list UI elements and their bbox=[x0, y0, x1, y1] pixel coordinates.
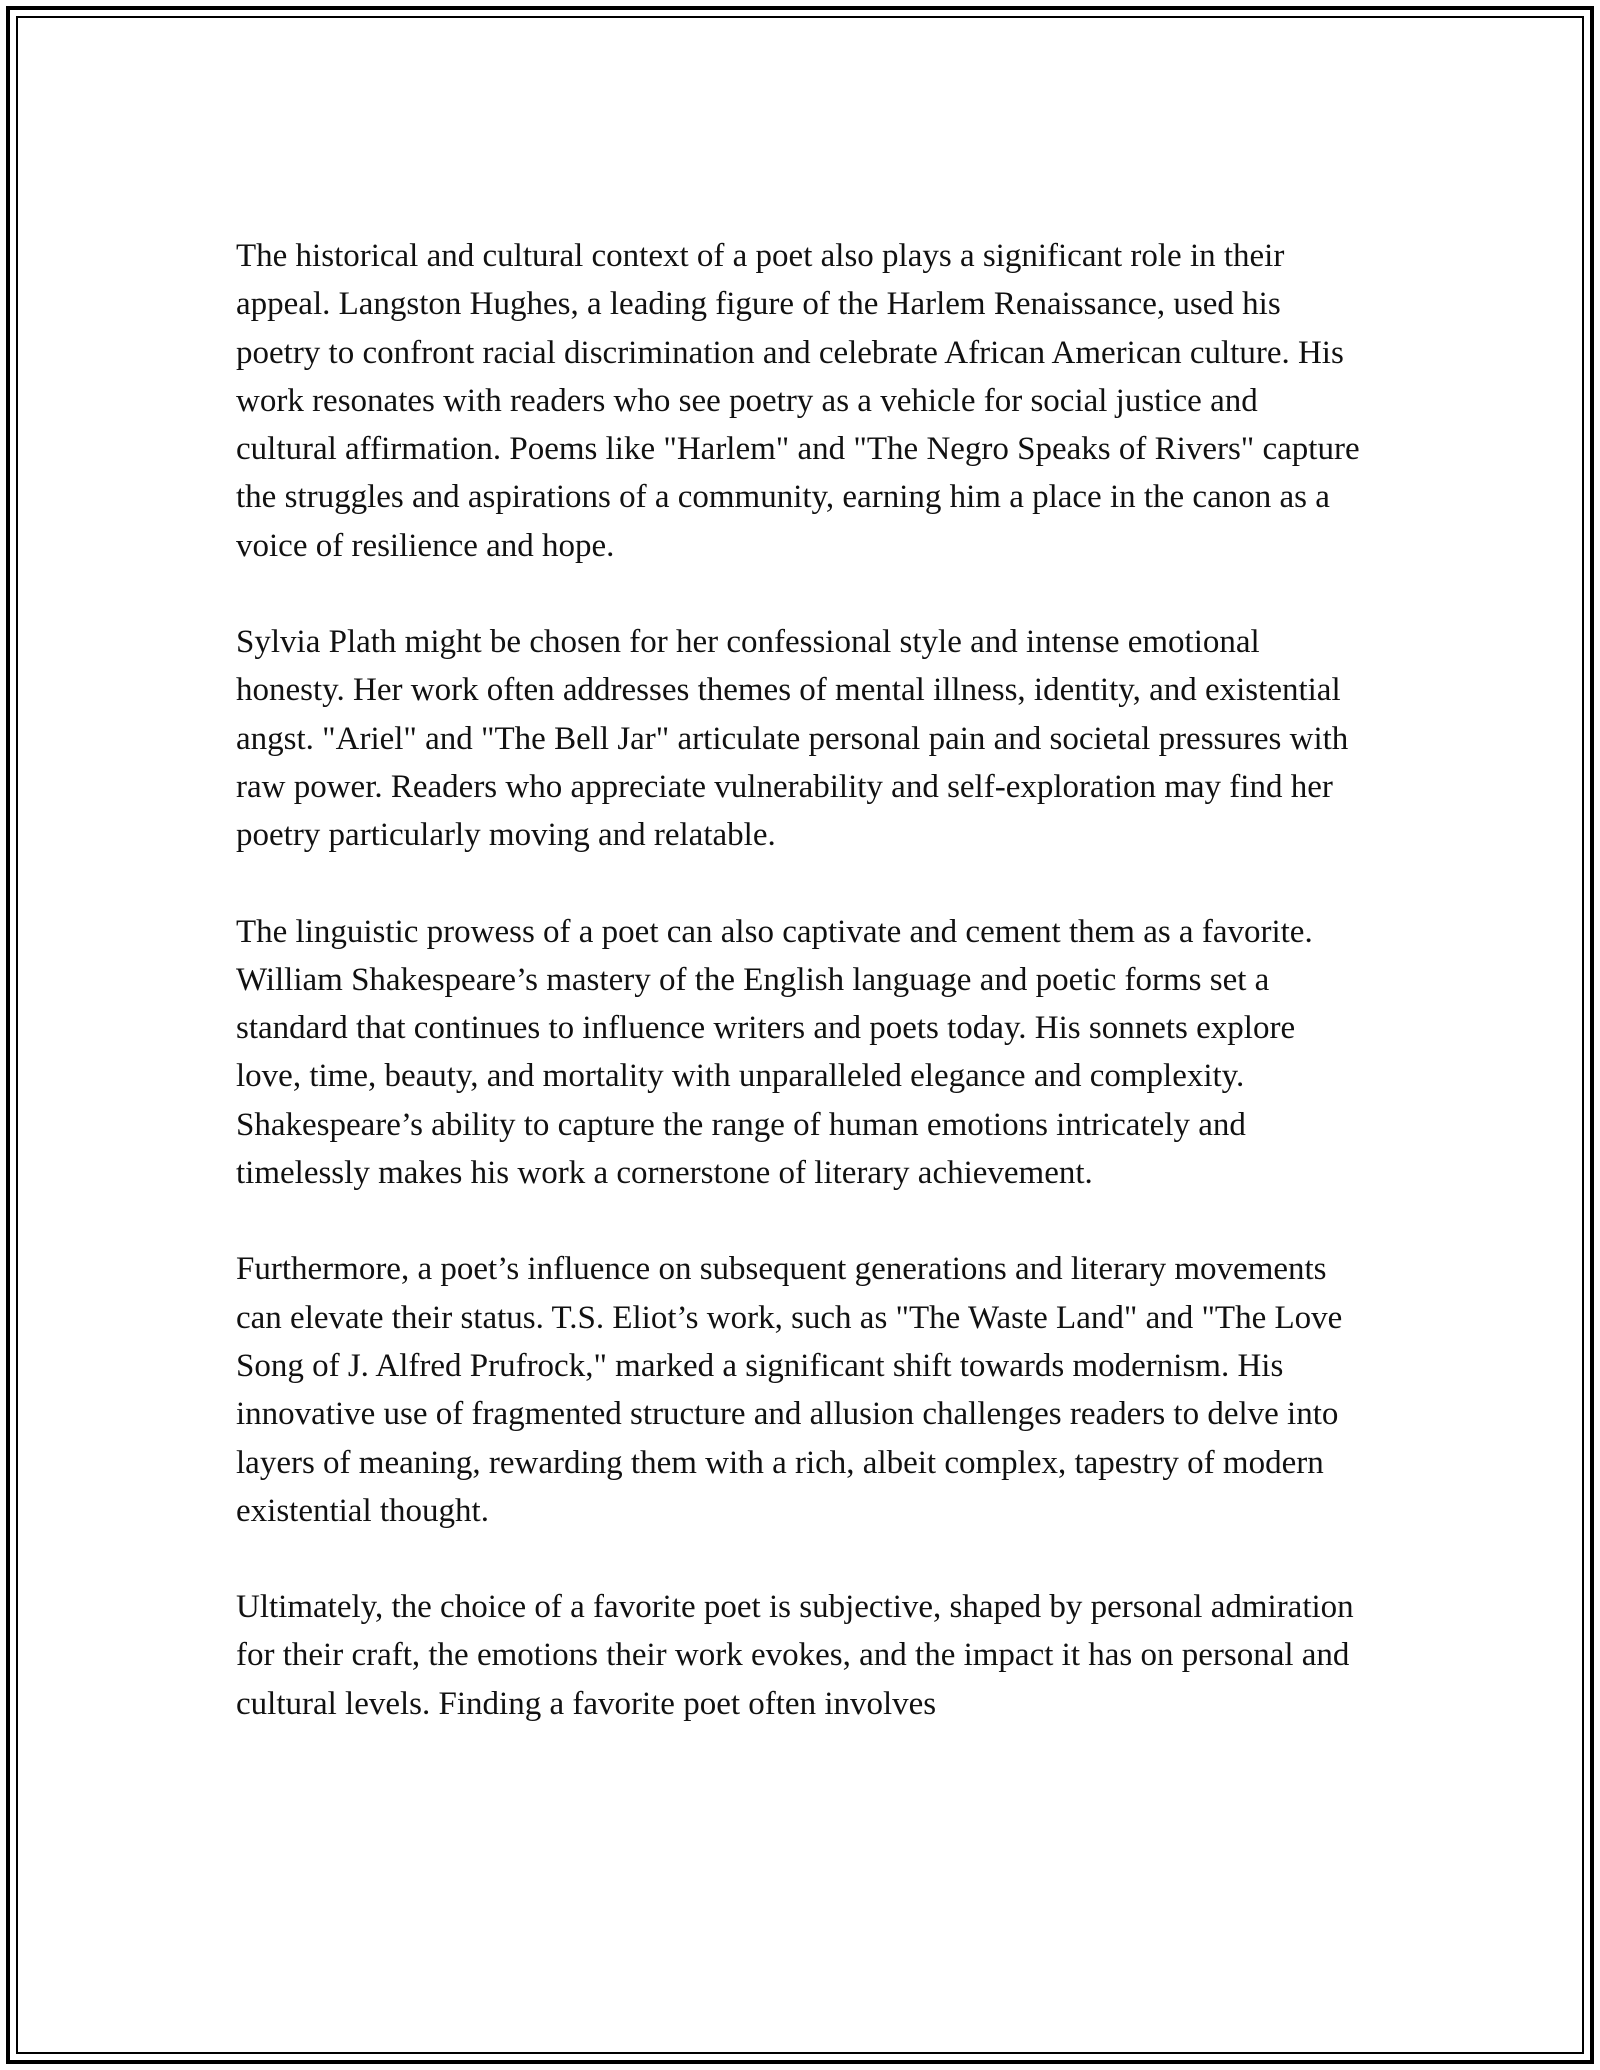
paragraph-eliot: Furthermore, a poet’s influence on subsequent generations and literary movements can elevate their status. T.S. Eliot’s work, such as "The Waste Land" and "The Love Song of J. Alfred Prufrock," marked a significant shift towards modernism. His innovative use of fragmented structure and allusion challenges readers to delve into layers of meaning, rewarding them with a rich, albeit complex, tapestry of modern existential thought. bbox=[236, 1251, 1343, 1529]
paragraph-hughes: The historical and cultural context of a poet also plays a significant role in their appeal. Langston Hughes, a leading figure of the Harlem Renaissance, used his poetry to confront racial discrimination and celebrate African American culture. His work resonates with readers who see poetry as a vehicle for social justice and cultural affirmation. Poems like "Harlem" and "The Negro Speaks of Rivers" capture the struggles and aspirations of a community, earning him a place in the canon as a voice of resilience and hope. bbox=[236, 238, 1360, 564]
paragraph-conclusion: Ultimately, the choice of a favorite poet is subjective, shaped by personal admiration for their craft, the emotions their work evokes, and the impact it has on personal and cultural levels. Finding a favorite poet often involves bbox=[236, 1589, 1354, 1722]
document-body bbox=[236, 232, 1366, 1776]
paragraph-shakespeare: The linguistic prowess of a poet can also captivate and cement them as a favorite. William Shakespeare’s mastery of the English language and poetic forms set a standard that continues to influence writers and poets today. His sonnets explore love, time, beauty, and mortality with unparalleled elegance and complexity. Shakespeare’s ability to capture the range of human emotions intricately and timelessly makes his work a cornerstone of literary achievement. bbox=[236, 913, 1313, 1192]
paragraph-plath: Sylvia Plath might be chosen for her confessional style and intense emotional honesty. Her work often addresses themes of mental illness, identity, and existential angst. "Ariel" and "The Bell Jar" articulate personal pain and societal pressures with raw power. Readers who appreciate vulnerability and self-exploration may find her poetry particularly moving and relatable. bbox=[236, 624, 1349, 854]
